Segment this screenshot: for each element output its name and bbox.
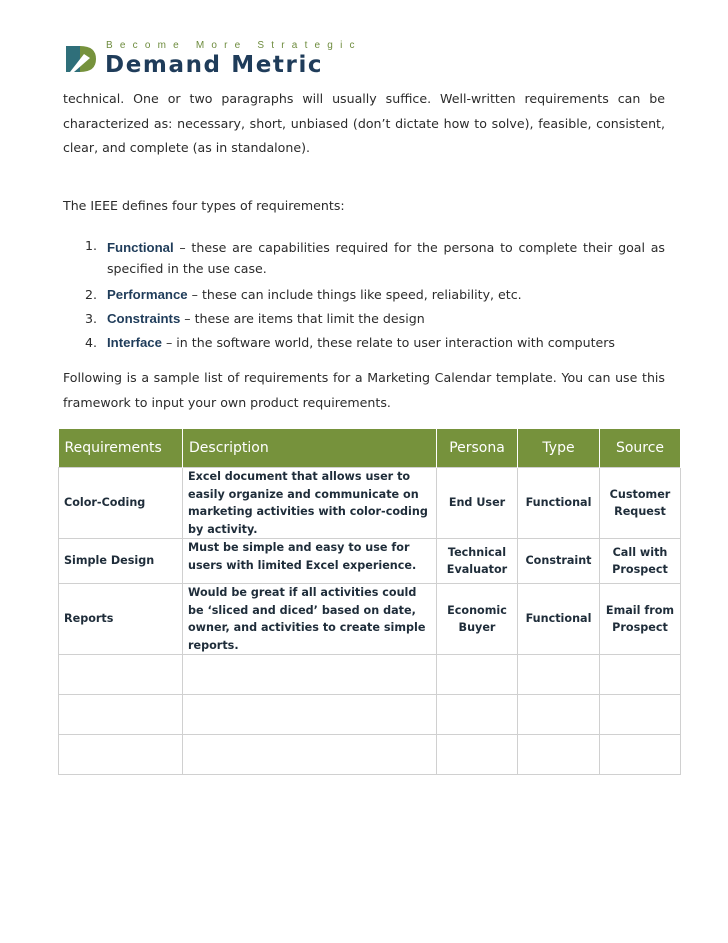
- list-item: 2. Performance – these can include things like speed, reliability, etc.: [85, 287, 522, 302]
- empty-cell: [183, 655, 437, 695]
- empty-cell: [518, 655, 600, 695]
- col-header-type: Type: [518, 429, 600, 468]
- cell-requirement: Color-Coding: [59, 468, 183, 539]
- table-row: [59, 539, 681, 584]
- tagline: Become More Strategic: [106, 40, 362, 51]
- table-header-row: [59, 429, 681, 468]
- empty-table-row: [59, 695, 681, 735]
- framework-paragraph: Following is a sample list of requirements for a Marketing Calendar template. You can use this framework to input your own product requirements.: [63, 370, 665, 410]
- cell-source: Customer Request: [600, 468, 681, 539]
- empty-cell: [600, 735, 681, 775]
- ieee-paragraph: The IEEE defines four types of requirements:: [63, 198, 345, 213]
- empty-cell: [600, 655, 681, 695]
- cell-source: Email from Prospect: [600, 584, 681, 655]
- cell-persona: End User: [437, 468, 518, 539]
- intro-paragraph: technical. One or two paragraphs will usually suffice. Well-written requirements can be characterized as: necessary, short, unbiased (don’t dictate how to solve), feasible, consistent, clear, and complete (as in standalone).: [63, 91, 665, 156]
- requirements-table: [58, 429, 681, 775]
- empty-table-row: [59, 655, 681, 695]
- cell-description: Would be great if all activities could be ‘sliced and diced’ based on date, owner, and activities to create simple reports.: [183, 584, 437, 655]
- empty-cell: [518, 735, 600, 775]
- cell-description: Excel document that allows user to easily organize and communicate on marketing activities with color-coding by activity.: [183, 468, 437, 539]
- logo: [64, 40, 364, 80]
- empty-cell: [437, 735, 518, 775]
- empty-cell: [183, 735, 437, 775]
- table-row: [59, 468, 681, 539]
- cell-description: Must be simple and easy to use for users with limited Excel experience.: [183, 539, 437, 584]
- empty-cell: [183, 695, 437, 735]
- demand-metric-logo-icon: [64, 42, 98, 76]
- empty-table-row: [59, 735, 681, 775]
- cell-type: Constraint: [518, 539, 600, 584]
- brand-name: Demand Metric: [105, 52, 324, 78]
- col-header-source: Source: [600, 429, 681, 468]
- empty-cell: [600, 695, 681, 735]
- cell-requirement: Reports: [59, 584, 183, 655]
- col-header-persona: Persona: [437, 429, 518, 468]
- cell-type: Functional: [518, 468, 600, 539]
- requirement-types-list: [63, 236, 665, 355]
- empty-cell: [59, 735, 183, 775]
- cell-persona: Technical Evaluator: [437, 539, 518, 584]
- empty-cell: [437, 695, 518, 735]
- list-item: 4. Interface – in the software world, these relate to user interaction with computers: [85, 335, 615, 350]
- cell-source: Call with Prospect: [600, 539, 681, 584]
- empty-cell: [518, 695, 600, 735]
- empty-cell: [59, 695, 183, 735]
- cell-type: Functional: [518, 584, 600, 655]
- cell-requirement: Simple Design: [59, 539, 183, 584]
- cell-persona: Economic Buyer: [437, 584, 518, 655]
- list-item: 3. Constraints – these are items that limit the design: [85, 311, 425, 326]
- col-header-requirements: Requirements: [59, 429, 183, 468]
- table-row: [59, 584, 681, 655]
- empty-cell: [59, 655, 183, 695]
- col-header-description: Description: [183, 429, 437, 468]
- list-item: 1. Functional – these are capabilities required for the persona to complete their goal as specified in the use case.: [85, 238, 665, 276]
- empty-cell: [437, 655, 518, 695]
